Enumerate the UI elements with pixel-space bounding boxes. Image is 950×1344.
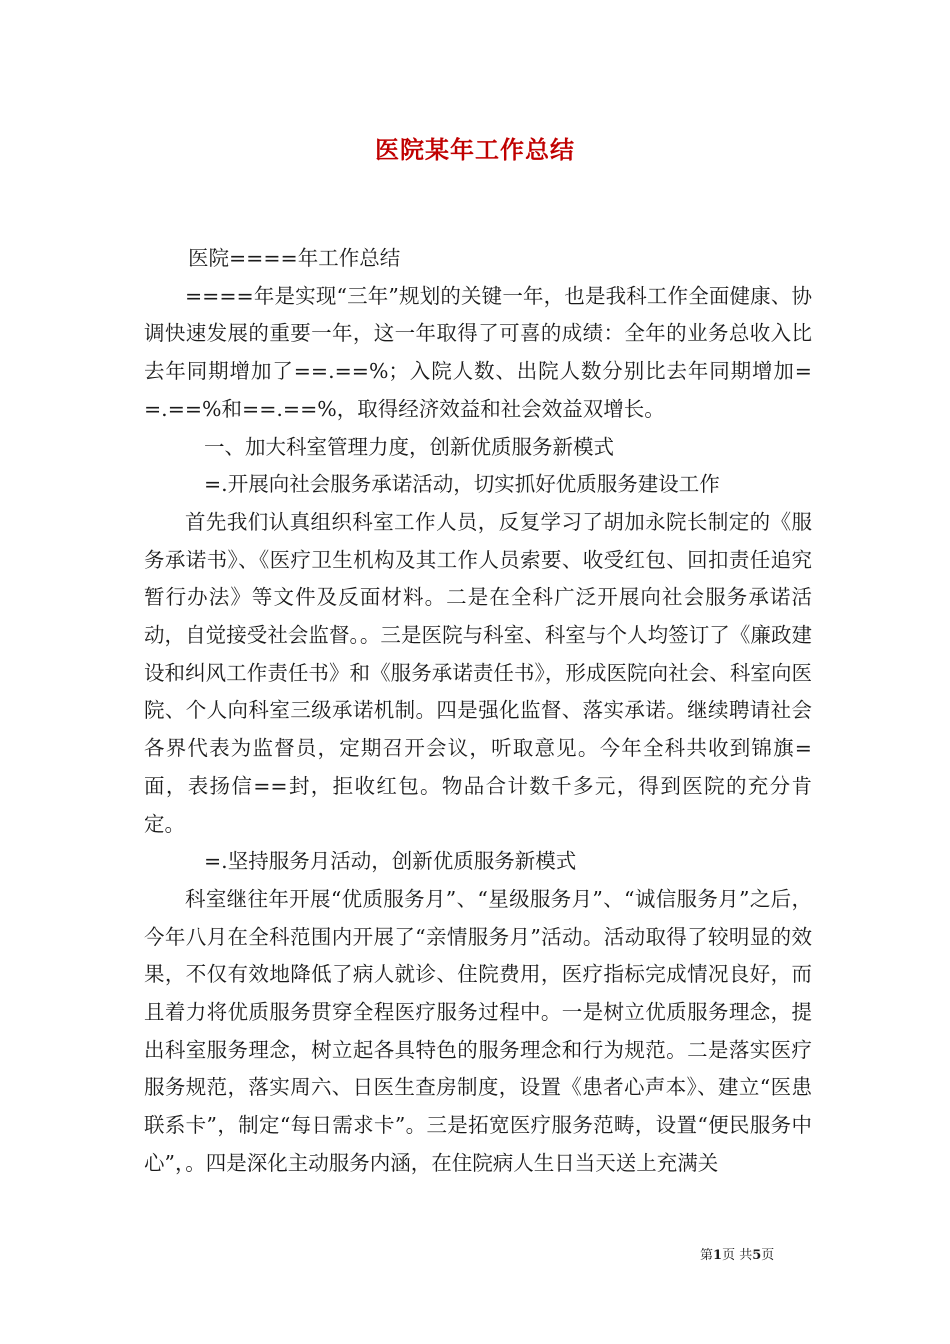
paragraph-commitment: 首先我们认真组织科室工作人员，反复学习了胡加永院长制定的《服务承诺书》、《医疗卫生机构及其工作人员索要、收受红包、回扣责任追究暂行办法》等文件及反面材料。二是在全科广泛开展向社会服务承诺活动，自觉接受社会监督。。三是医院与科室、科室与个人均签订了《廉政建设和纠风工作责任书》和《服务承诺责任书》，形成医院向社会、科室向医院、个人向科室三级承诺机制。四是强化监督、落实承诺。继续聘请社会各界代表为监督员，定期召开会议，听取意见。今年全科共收到锦旗=面，表扬信==封，拒收红包。物品合计数千多元，得到医院的充分肯定。 [144,509,812,836]
footer-middle: 页 共 [722,1248,753,1263]
paragraph-intro: ====年是实现“三年”规划的关键一年，也是我科工作全面健康、协调快速发展的重要一年，这一年取得了可喜的成绩：全年的业务总收入比去年同期增加了==.==%；入院人数、出院人数分别比去年同期增加==.==%和==.==%，取得经济效益和社会效益双增长。 [144,283,812,421]
section-heading-1: 一、加大科室管理力度，创新优质服务新模式 [204,434,614,459]
subsection-heading-2: =.坚持服务月活动，创新优质服务新模式 [204,849,577,874]
footer-total-pages: 5 [752,1248,762,1263]
page-title: 医院某年工作总结 [375,135,575,164]
page-number-footer [700,1247,820,1265]
footer-prefix: 第 [700,1248,714,1263]
document-body [144,240,812,1183]
paragraph-service-month: 科室继往年开展“优质服务月”、“星级服务月”、“诚信服务月”之后，今年八月在全科范围内开展了“亲情服务月”活动。活动取得了较明显的效果，不仅有效地降低了病人就诊、住院费用，医疗指标完成情况良好，而且着力将优质服务贯穿全程医疗服务过程中。一是树立优质服务理念，提出科室服务理念，树立起各具特色的服务理念和行为规范。二是落实医疗服务规范，落实周六、日医生查房制度，设置《患者心声本》、建立“医患联系卡”，制定“每日需求卡”。三是拓宽医疗服务范畴，设置“便民服务中心”，。四是深化主动服务内涵，在住院病人生日当天送上充满关 [144,886,812,1175]
document-subtitle: 医院====年工作总结 [188,246,401,270]
subsection-heading-1: =.开展向社会服务承诺活动，切实抓好优质服务建设工作 [204,472,720,497]
footer-current-page: 1 [713,1248,723,1263]
footer-suffix: 页 [761,1248,775,1263]
